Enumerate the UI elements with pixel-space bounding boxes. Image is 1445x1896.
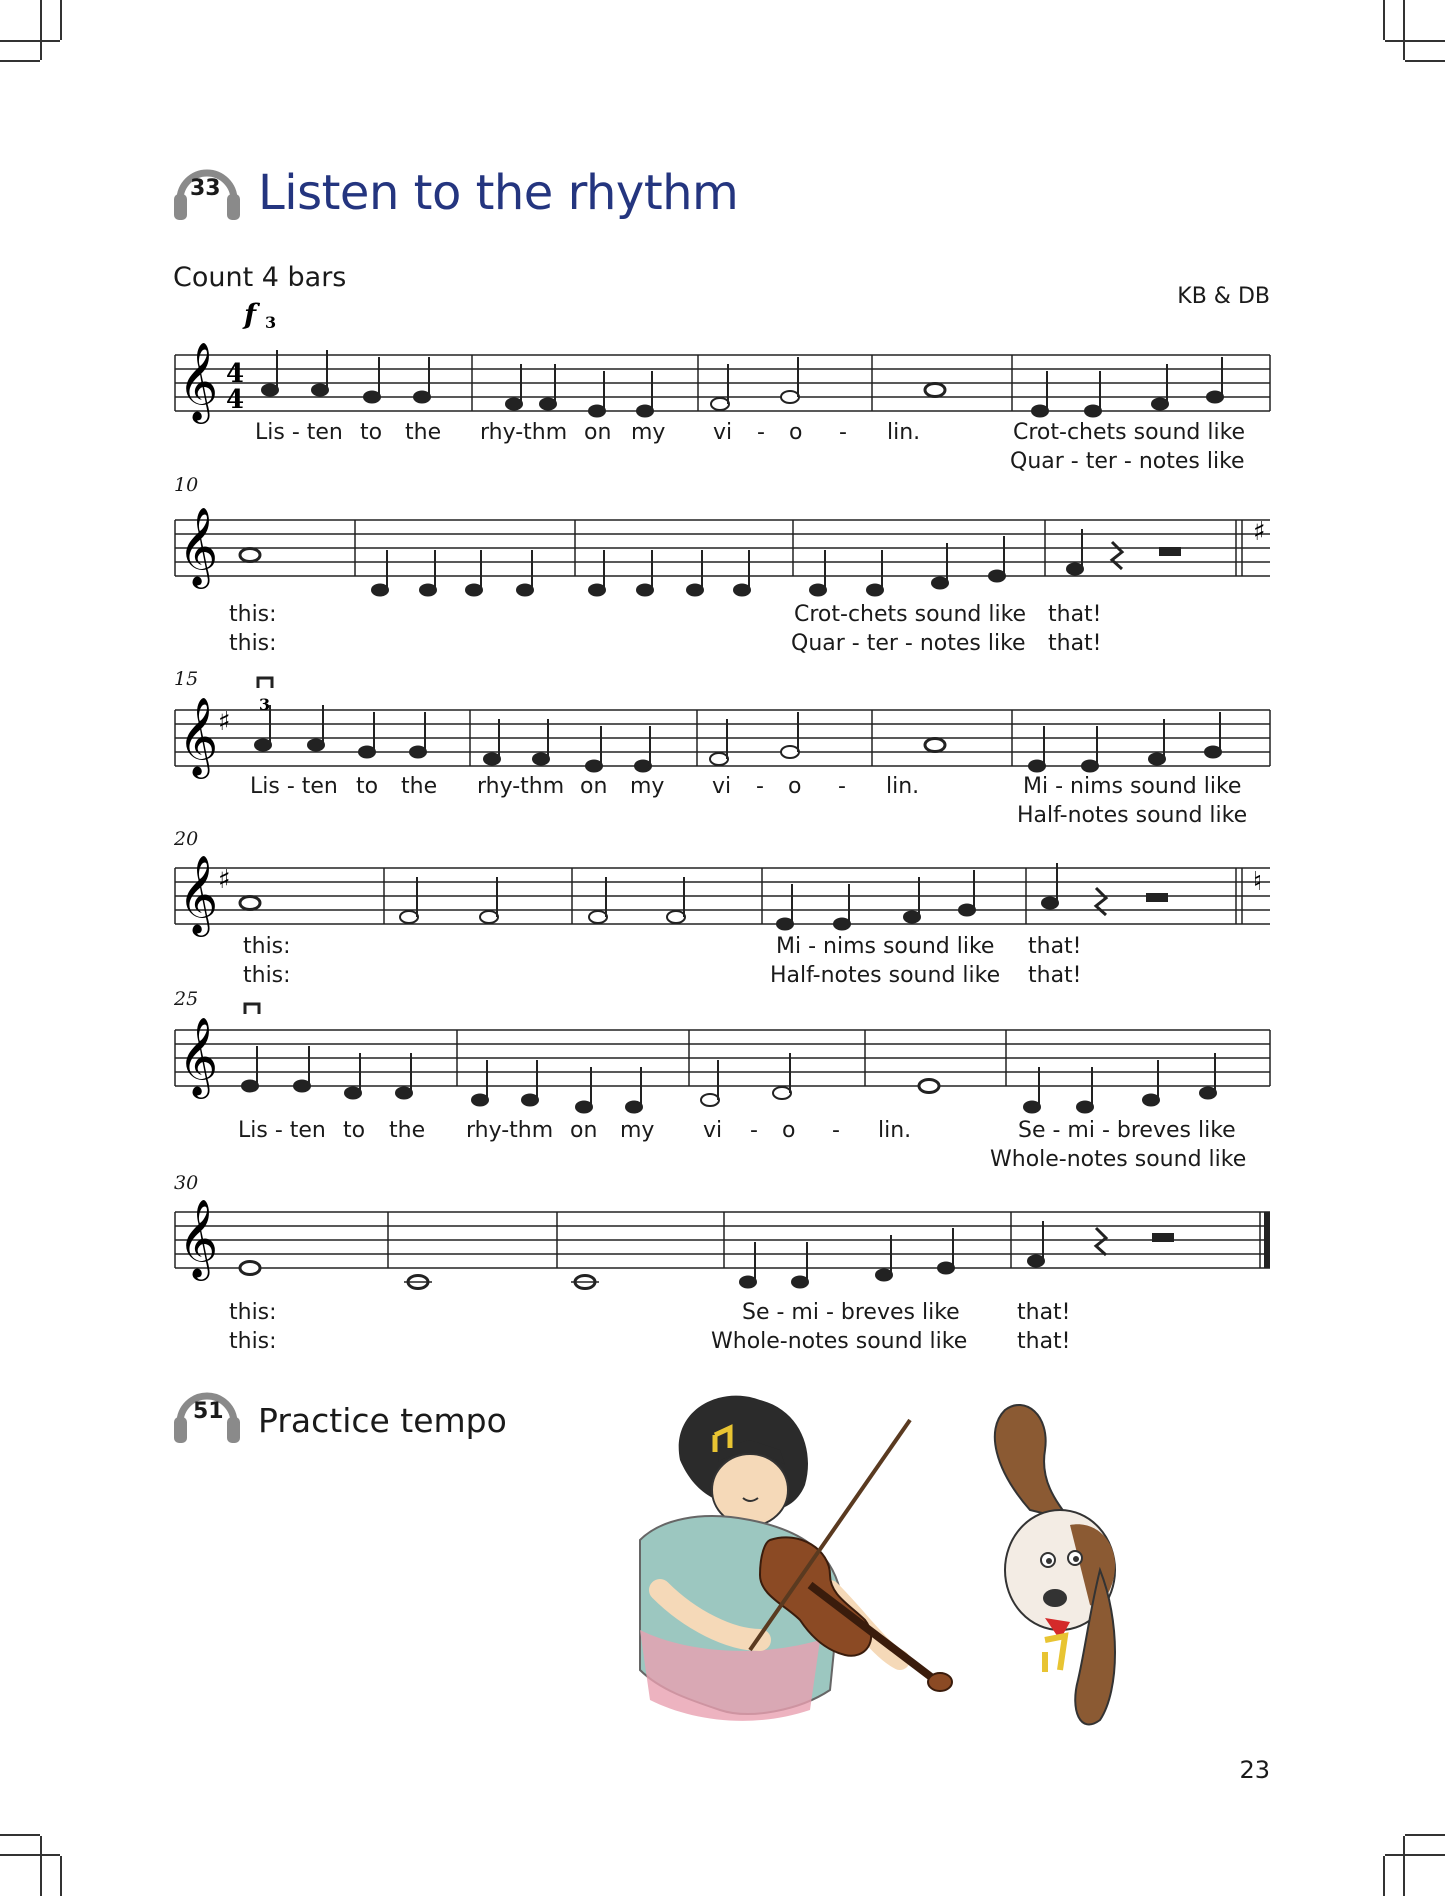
- page-title: Listen to the rhythm: [258, 165, 739, 221]
- key-sharp: ♯: [218, 865, 231, 895]
- violin-girl-and-dog-illustration: [600, 1390, 1120, 1754]
- lyric: this:: [229, 631, 277, 656]
- staff-system-1: [0, 300, 1445, 480]
- staff-system-4: [0, 828, 1445, 1008]
- lyric: this:: [229, 602, 277, 627]
- lyric: that!: [1017, 1329, 1071, 1354]
- staff-system-2-notation: [0, 470, 1445, 670]
- lyric: -: [839, 420, 847, 445]
- lyric: vi: [713, 420, 733, 445]
- lyric: the: [401, 774, 438, 799]
- time-signature-top: 4: [226, 359, 245, 389]
- final-barline: [1264, 1212, 1270, 1268]
- page-number: 23: [1239, 1756, 1270, 1784]
- key-change-sharp: ♯: [1253, 517, 1266, 547]
- lyric: on: [584, 420, 612, 445]
- natural-sign: ♮: [1253, 867, 1263, 897]
- treble-clef: 𝄞: [178, 1199, 219, 1278]
- lyric: that!: [1048, 602, 1102, 627]
- measure-number: 30: [174, 1172, 199, 1194]
- lyric: Crot-chets sound like: [1013, 420, 1246, 445]
- staff-system-5: [0, 988, 1445, 1172]
- lyric: the: [389, 1118, 426, 1143]
- lyric: Half-notes sound like: [770, 963, 1001, 988]
- lyric: the: [405, 420, 442, 445]
- lyric: this:: [229, 1300, 277, 1325]
- measure-number: 15: [174, 668, 199, 690]
- lyric: lin.: [878, 1118, 912, 1143]
- lyric: this:: [243, 963, 291, 988]
- measure-number: 10: [174, 474, 199, 496]
- staff-system-3: [0, 668, 1445, 838]
- lyric: rhy-thm: [480, 420, 568, 445]
- lyric: o: [788, 774, 802, 799]
- treble-clef: 𝄞: [178, 855, 219, 934]
- down-bow-mark: [258, 678, 272, 688]
- lyric: that!: [1017, 1300, 1071, 1325]
- lyric: to: [343, 1118, 366, 1143]
- lyric: Whole-notes sound like: [990, 1147, 1247, 1172]
- finger-number: 3: [265, 313, 277, 332]
- lyric: Crot-chets sound like: [794, 602, 1027, 627]
- treble-clef: 𝄞: [178, 507, 219, 586]
- lyric: Quar - ter - notes like: [791, 631, 1026, 656]
- lyric: -: [838, 774, 846, 799]
- lyric: this:: [243, 934, 291, 959]
- lyric: Half-notes sound like: [1017, 803, 1248, 828]
- lyric: Mi - nims sound like: [776, 934, 995, 959]
- lyric: o: [782, 1118, 796, 1143]
- lyric: Se - mi - breves like: [1018, 1118, 1236, 1143]
- lyric: that!: [1028, 934, 1082, 959]
- time-signature-bottom: 4: [226, 385, 245, 415]
- lyric: to: [360, 420, 383, 445]
- lyric: Se - mi - breves like: [742, 1300, 960, 1325]
- lyric: Lis - ten: [255, 420, 343, 445]
- lyric: Quar - ter - notes like: [1010, 449, 1245, 474]
- lyric: -: [756, 774, 764, 799]
- headphones-icon[interactable]: [172, 1383, 242, 1445]
- track-number: 51: [193, 1399, 224, 1424]
- lyric: rhy-thm: [477, 774, 565, 799]
- practice-tempo-label: Practice tempo: [258, 1401, 507, 1440]
- staff-system-4-notation: [0, 828, 1445, 1008]
- lyric: Mi - nims sound like: [1023, 774, 1242, 799]
- lyric: that!: [1028, 963, 1082, 988]
- headphones-icon[interactable]: [172, 160, 242, 222]
- staff-system-2: [0, 470, 1445, 670]
- lyric: Lis - ten: [238, 1118, 326, 1143]
- lyric: lin.: [887, 420, 921, 445]
- track-number: 33: [190, 176, 221, 201]
- lyric: my: [630, 774, 665, 799]
- lyric: to: [356, 774, 379, 799]
- lyric: Whole-notes sound like: [711, 1329, 968, 1354]
- treble-clef: 𝄞: [178, 1017, 219, 1096]
- lyric: o: [789, 420, 803, 445]
- lyric: my: [631, 420, 666, 445]
- measure-number: 25: [174, 988, 199, 1010]
- lyric: that!: [1048, 631, 1102, 656]
- lyric: -: [832, 1118, 840, 1143]
- treble-clef: 𝄞: [178, 697, 219, 776]
- lyric: -: [750, 1118, 758, 1143]
- down-bow-mark: [245, 1004, 259, 1014]
- lyric: this:: [229, 1329, 277, 1354]
- lyric: vi: [712, 774, 732, 799]
- lyric: vi: [703, 1118, 723, 1143]
- dynamic-marking: f: [244, 300, 257, 331]
- measure-number: 20: [174, 828, 199, 850]
- key-sharp: ♯: [218, 707, 231, 737]
- lyric: -: [757, 420, 765, 445]
- lyric: lin.: [886, 774, 920, 799]
- lyric: my: [620, 1118, 655, 1143]
- composer-credit: KB & DB: [1177, 284, 1270, 309]
- lyric: rhy-thm: [466, 1118, 554, 1143]
- lyric: on: [570, 1118, 598, 1143]
- lyric: on: [580, 774, 608, 799]
- treble-clef: 𝄞: [178, 342, 219, 421]
- lyric: Lis - ten: [250, 774, 338, 799]
- count-instruction: Count 4 bars: [173, 262, 347, 293]
- staff-system-6: [0, 1172, 1445, 1362]
- finger-number: 3: [259, 695, 271, 714]
